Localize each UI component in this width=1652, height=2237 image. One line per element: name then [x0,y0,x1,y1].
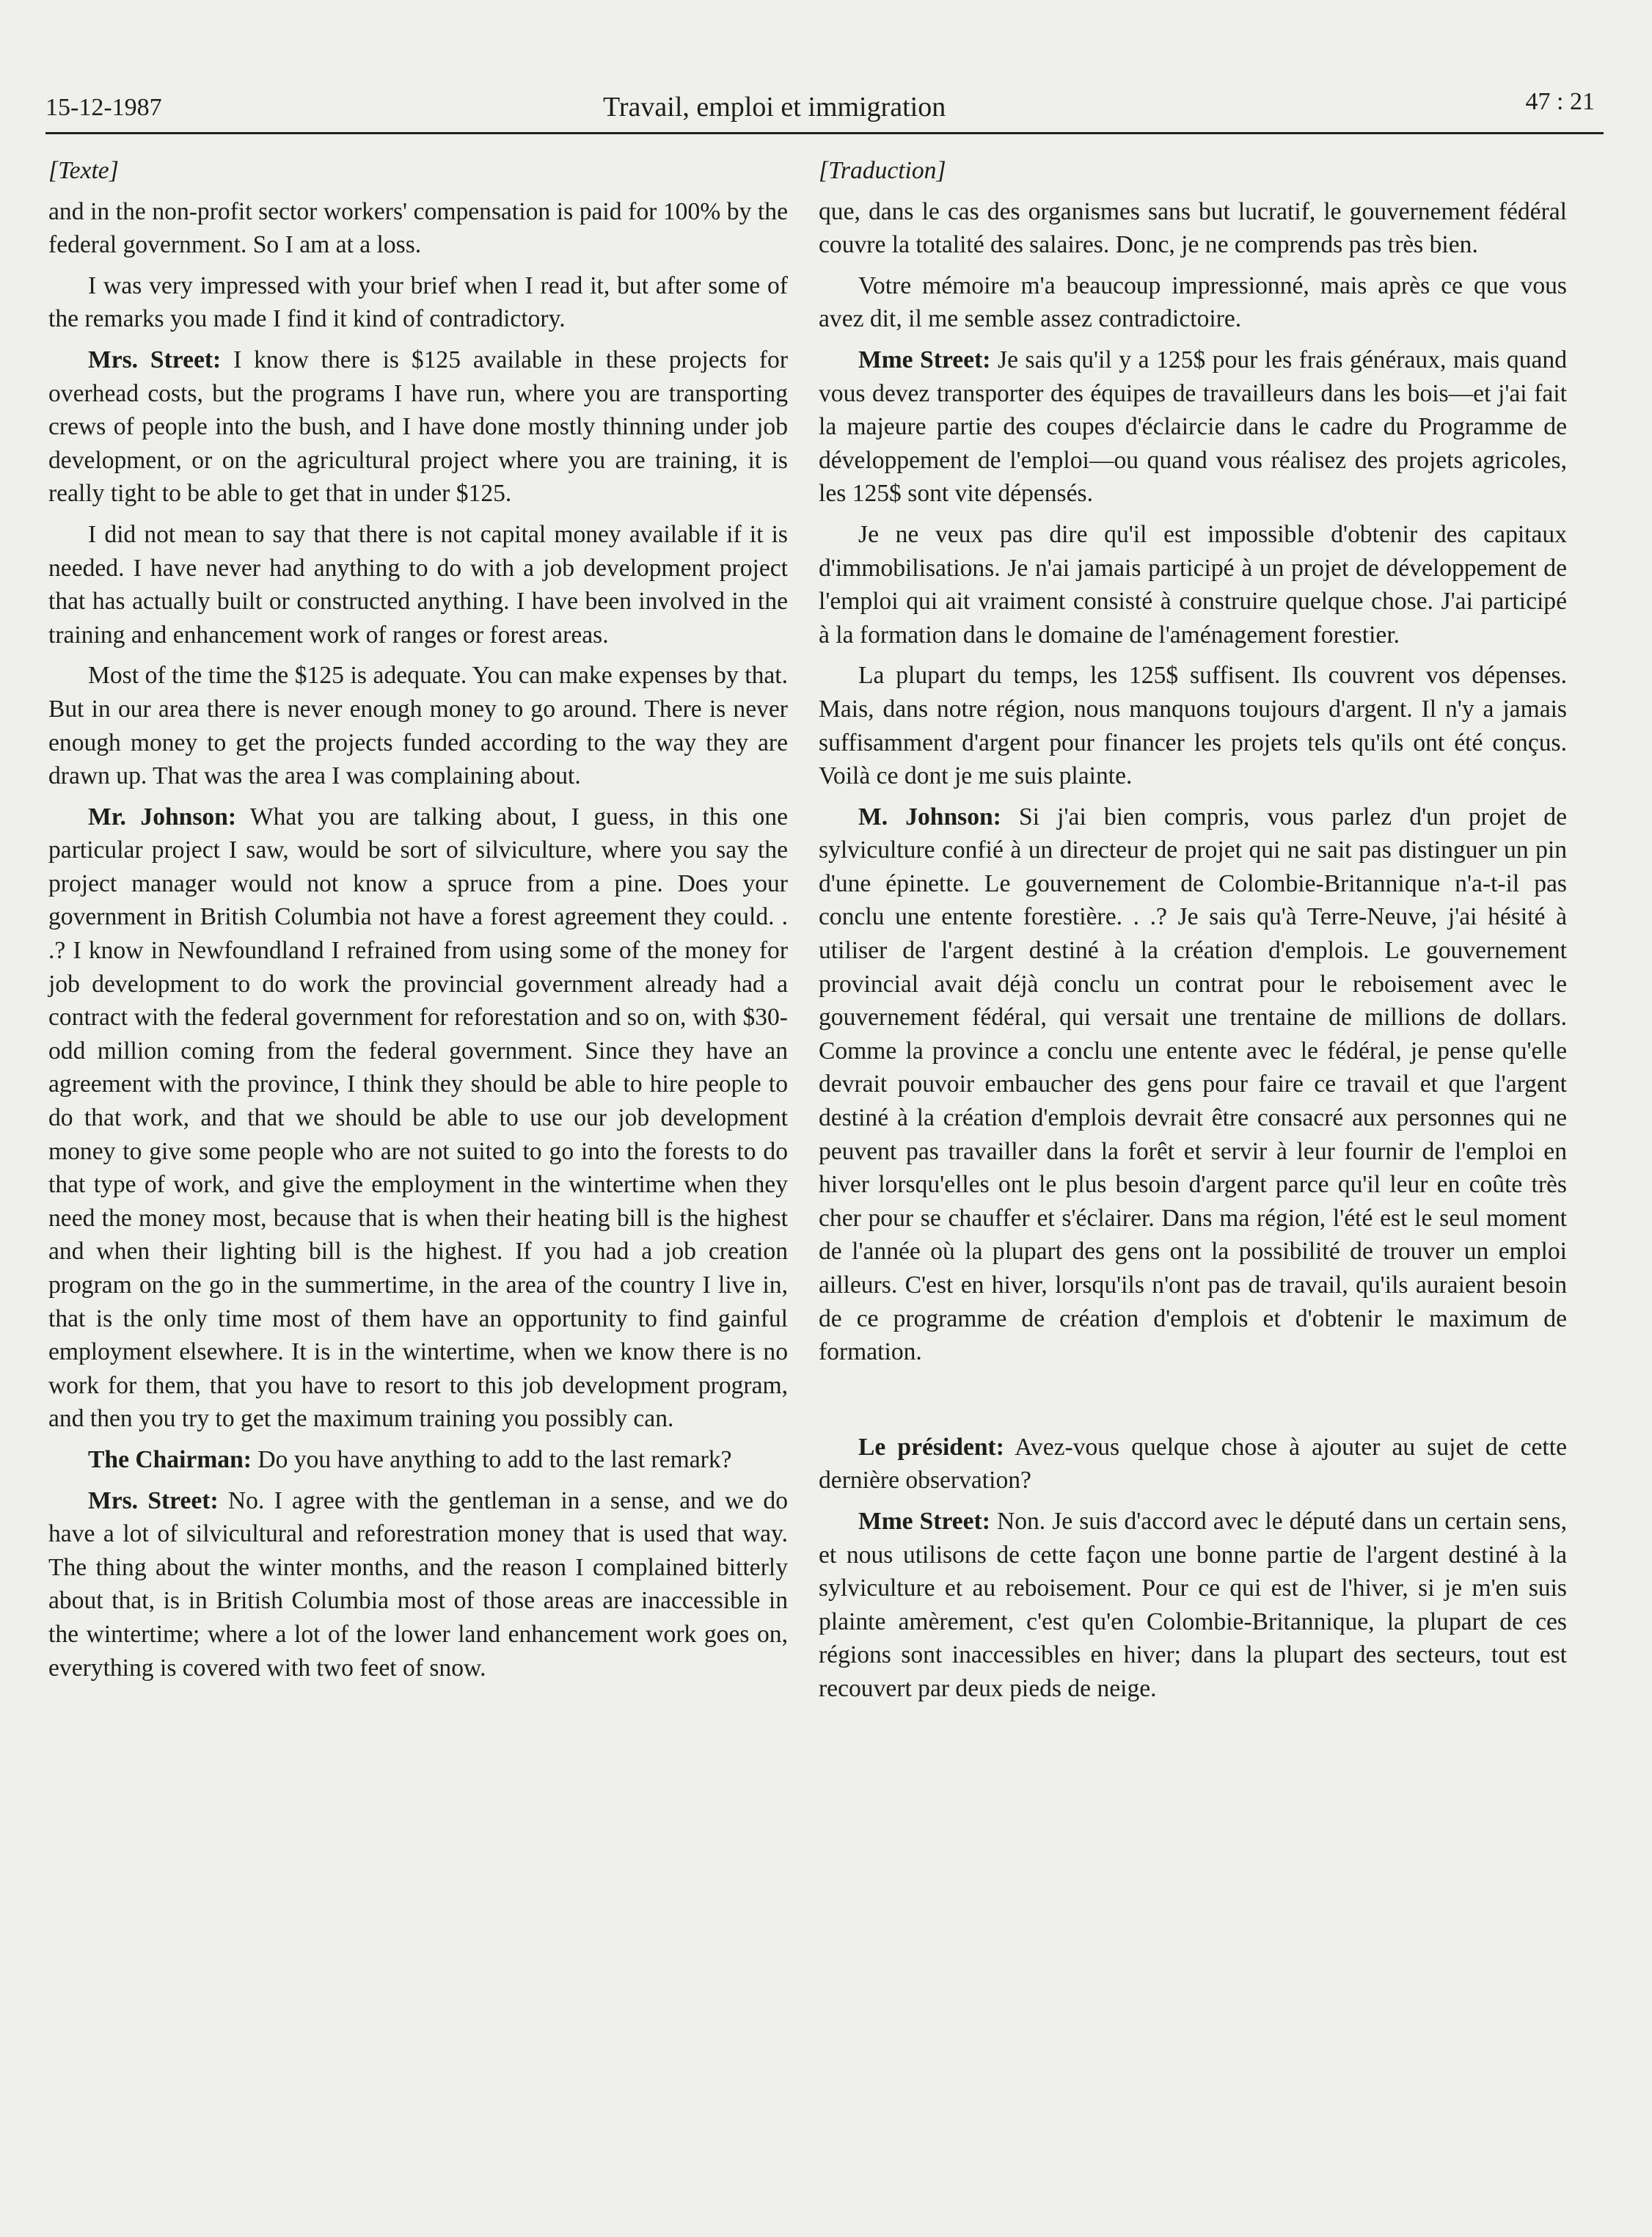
speaker-name: Mr. Johnson: [88,803,237,831]
column-spacer [819,1376,1567,1431]
speech-text: Si j'ai bien compris, vous parlez d'un projet de sylviculture confié à un directeur de projet qui ne sait pas distinguer un pin d'une épinette. Le gouvernement de Colombie-Britannique n'a-t-il pas conclu une entente forestière. . .? Je sais qu'à Terre-Neuve, j'ai hésité à utiliser de l'argent destiné à la création d'emplois. Le gouvernement provincial avait déjà conclu un contrat pour le reboisement avec le gouvernement fédéral, qui versait une trentaine de millions de dollars. Comme la province a conclu une entente avec le fédéral, je pense qu'elle devrait pouvoir embaucher des gens pour faire ce travail et que l'argent destiné à la création d'emplois devrait être consacré aux personnes qui ne peuvent pas travailler dans la forêt et servir à leur fournir de l'emploi en hiver lorsqu'elles ont le plus besoin d'argent parce qu'il leur en coûte très cher pour se chauffer et s'éclairer. Dans ma région, l'été est le seul moment de l'année où la plupart des gens ont la possibilité de trouver un emploi ailleurs. C'est en hiver, lorsqu'ils n'ont pas de travail, qu'ils auraient besoin de ce programme de création d'emplois et d'obtenir le maximum de formation. [819,803,1567,1366]
speech-text: Non. Je suis d'accord avec le député dans un certain sens, et nous utilisons de cette façon une bonne partie de l'argent destiné à la sylviculture et au reboisement. Pour ce qui est de l'hiver, si je m'en suis plainte amèrement, c'est qu'en Colombie-Britannique, la plupart de ces régions sont inaccessibles en hiver; dans la plupart des secteurs, tout est recouvert par deux pieds de neige. [819,1507,1567,1702]
paragraph [819,343,1567,511]
paragraph [819,1431,1567,1497]
paragraph [48,1484,788,1685]
speaker-name: Mme Street: [858,1507,990,1535]
speaker-name: M. Johnson: [858,803,1001,831]
english-column [48,154,788,1692]
paragraph: Votre mémoire m'a beaucoup impressionné, mais après ce que vous avez dit, il me semble assez contradictoire. [819,271,1567,333]
header-date: 15-12-1987 [45,94,162,121]
paragraph: Most of the time the $125 is adequate. You can make expenses by that. But in our area there is never enough money to go around. There is never enough money to get the projects funded according to the way they are drawn up. That was the area I was complaining about. [48,662,788,790]
speech-text: Do you have anything to add to the last remark? [251,1445,732,1473]
paragraph: I was very impressed with your brief when I read it, but after some of the remarks you made I find it kind of contradictory. [48,271,788,333]
paragraph [48,800,788,1436]
paragraph: and in the non-profit sector workers' compensation is paid for 100% by the federal government. So I am at a loss. [48,197,788,259]
speaker-name: Mme Street: [858,346,991,373]
paragraph [819,800,1567,1369]
header-page-number: 47 : 21 [1525,88,1595,115]
french-column [819,154,1567,1713]
header-title: Travail, emploi et immigration [603,92,946,123]
paragraph [48,1443,788,1477]
speaker-name: Mrs. Street: [88,346,222,373]
speech-text: No. I agree with the gentleman in a sense, and we do have a lot of silvicultural and reforestration money that is used that way. The thing about the winter months, and the reason I complained bitterly about that, is in British Columbia most of those areas are inaccessible in the wintertime; where a lot of the lower land enhancement work goes on, everything is covered with two feet of snow. [48,1486,789,1682]
paragraph [819,1505,1567,1706]
paragraph: I did not mean to say that there is not capital money available if it is needed. I have never had anything to do with a job development project that has actually built or constructed anything. I have been involved in the training and enhancement work of ranges or forest areas. [48,520,788,649]
paragraph: Je ne veux pas dire qu'il est impossible d'obtenir des capitaux d'immobilisations. Je n'ai jamais participé à un projet de développement de l'emploi qui ait vraiment consisté à construire quelque chose. J'ai participé à la formation dans le domaine de l'aménagement forestier. [819,520,1567,649]
speech-text: Avez-vous quelque chose à ajouter au sujet de cette dernière observation? [819,1433,1567,1495]
speaker-name: Le président: [858,1433,1004,1461]
speech-text: What you are talking about, I guess, in this one particular project I saw, would be sort of silviculture, where you say the project manager would not know a spruce from a pine. Does your government in British Columbia not have a forest agreement they could. . .? I know in Newfoundland I refrained from using some of the money for job development to do work the provincial government already had a contract with the federal government for reforestation and so on, with $30-odd million coming from the federal government. Since they have an agreement with the province, I think they should be able to hire people to do that work, and that we should be able to use our job development money to give some people who are not suited to go into the forests to do that type of work, and give the employment in the wintertime when they need the money most, because that is when their heating bill is the highest and when their lighting bill is the highest. If you had a job creation program on the go in the summertime, in the area of the country I live in, that is the only time most of them have an opportunity to find gainful employment elsewhere. It is in the wintertime, when we know there is no work for them, that you have to resort to this job development program, and then you try to get the maximum training you possibly can. [48,803,788,1433]
speech-text: Je sais qu'il y a 125$ pour les frais généraux, mais quand vous devez transporter des équipes de travailleurs dans les bois—et j'ai fait la majeure partie des coupes d'éclaircie dans le cadre du Programme de développement de l'emploi—ou quand vous réalisez des projets agricoles, les 125$ sont vite dépensés. [819,346,1567,508]
speech-text: I know there is $125 available in these projects for overhead costs, but the programs I have run, where you are transporting crews of people into the bush, and I have done mostly thinning under job development, or on the agricultural project where you are training, it is really tight to be able to get that in under $125. [48,346,789,508]
speaker-name: The Chairman: [88,1445,252,1473]
text-marker: [Texte] [48,157,119,184]
paragraph: que, dans le cas des organismes sans but lucratif, le gouvernement fédéral couvre la totalité des salaires. Donc, je ne comprends pas très bien. [819,197,1567,259]
speaker-name: Mrs. Street: [88,1486,219,1514]
paragraph: La plupart du temps, les 125$ suffisent. Ils couvrent vos dépenses. Mais, dans notre région, nous manquons toujours d'argent. Il n'y a jamais suffisamment d'argent pour financer les projets tels qu'ils ont été conçus. Voilà ce dont je me suis plainte. [819,662,1567,790]
translation-marker: [Traduction] [819,157,946,184]
paragraph [48,343,788,511]
header-rule [45,132,1604,134]
